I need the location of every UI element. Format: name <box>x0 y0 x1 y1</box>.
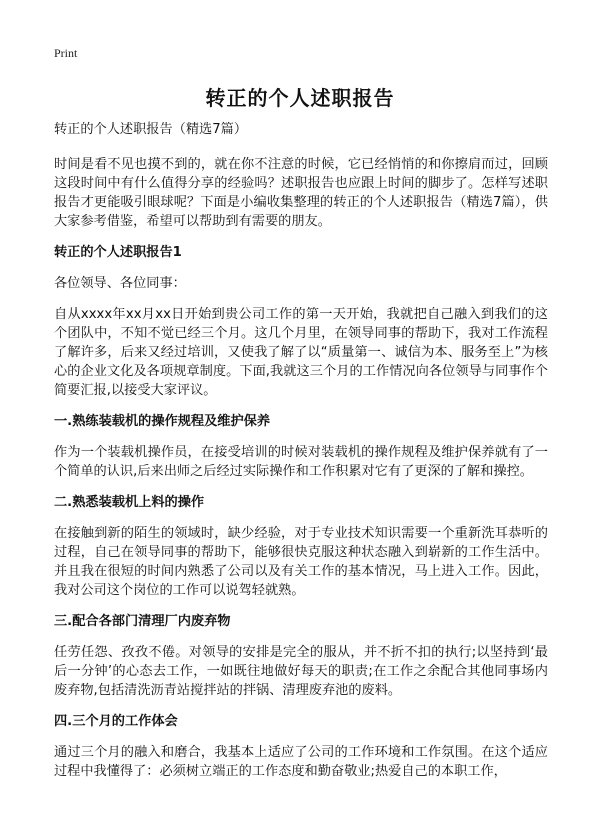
body-paragraph: 在接触到新的陌生的领域时，缺少经验，对于专业技术知识需要一个重新洗耳恭听的过程，自己在领导同事的帮助下，能够很快克服这种状态融入到崭新的工作生活中。并且我在很短的时间内熟悉了公司以及有关工作的基本情况，马上进入工作。因此，我对公司这个岗位的工作可以说驾轻就熟。 <box>54 526 548 598</box>
body-paragraph: 自从xxxx年xx月xx日开始到贵公司工作的第一天开始，我就把自己融入到我们的这个团队中，不知不觉已经三个月。这几个月里，在领导同事的帮助下，我对工作流程了解许多，后来又经过培训，又使我了解了以“质量第一、诚信为本、服务至上”为核心的企业文化及各项规章制度。下面,我就这三个月的工作情况向各位领导与同事作个简要汇报,以接受大家评议。 <box>54 307 548 398</box>
greeting-paragraph: 各位领导、各位同事： <box>54 276 186 291</box>
intro-paragraph: 时间是看不见也摸不到的，就在你不注意的时候，它已经悄悄的和你擦肩而过，回顾这段时间中有什么值得分享的经验吗？述职报告也应跟上时间的脚步了。怎样写述职报告才更能吸引眼球呢？下面是小编收集整理的转正的个人述职报告（精选7篇），供大家参考借鉴，希望可以帮助到有需要的朋友。 <box>54 157 548 229</box>
print-label: Print <box>54 46 78 60</box>
section-heading: 转正的个人述职报告1 <box>54 245 182 260</box>
subsection-heading: 一.熟练装载机的操作规程及维护保养 <box>54 414 271 429</box>
subsection-heading: 二.熟悉装载机上料的操作 <box>54 495 205 510</box>
body-paragraph: 任劳任怨、孜孜不倦。对领导的安排是完全的服从，并不折不扣的执行;以坚持到‘最后一分钟’的心态去工作，一如既往地做好每天的职责;在工作之余配合其他同事场内废弃物,包括清洗沥青站搅拌站的拌锅、清理废弃池的废料。 <box>54 645 548 698</box>
body-paragraph: 通过三个月的融入和磨合，我基本上适应了公司的工作环境和工作氛围。在这个适应过程中我懂得了：必须树立端正的工作态度和勤奋敬业;热爱自己的本职工作， <box>54 745 548 779</box>
subsection-heading: 四.三个月的工作体会 <box>54 714 178 729</box>
body-paragraph: 作为一个装载机操作员，在接受培训的时候对装载机的操作规程及维护保养就有了一个简单的认识,后来出师之后经过实际操作和工作积累对它有了更深的了解和操控。 <box>54 445 548 479</box>
subsection-heading: 三.配合各部门清理厂内废弃物 <box>54 614 231 629</box>
document-subtitle: 转正的个人述职报告（精选7篇） <box>54 122 248 137</box>
document-title: 转正的个人述职报告 <box>205 86 395 110</box>
document-body <box>54 120 548 793</box>
